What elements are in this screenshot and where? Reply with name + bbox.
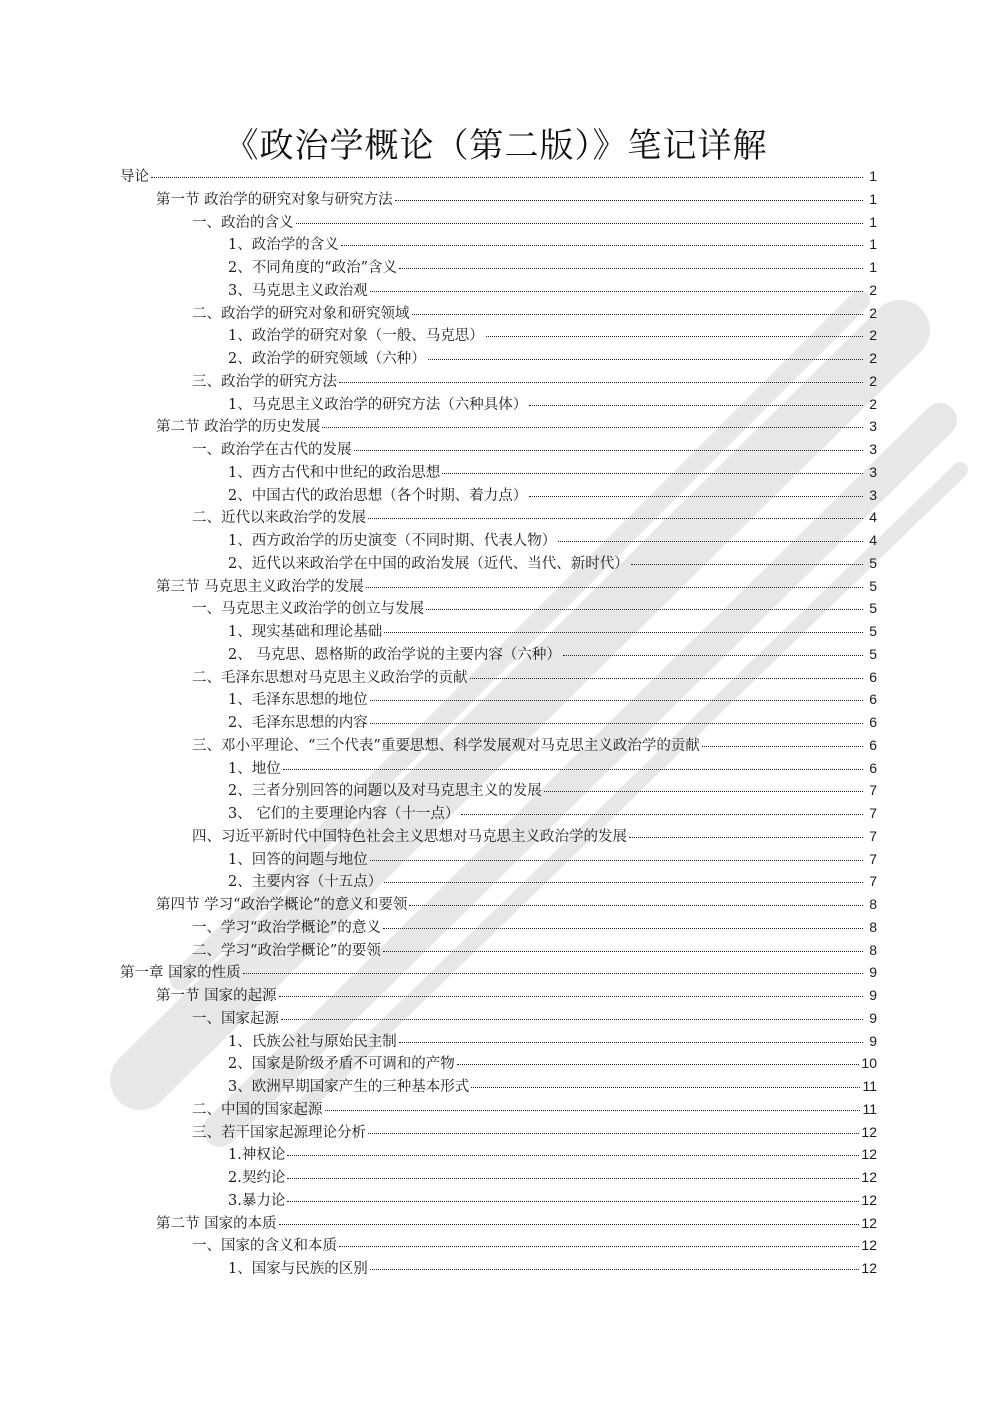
toc-entry-text: 2、政治学的研究领域（六种） <box>228 351 426 367</box>
toc-entry-text: 1、地位 <box>228 760 281 777</box>
toc-entry[interactable] <box>120 1143 877 1166</box>
toc-entry-text: 1、政治学的含义 <box>228 237 339 254</box>
toc-entry[interactable] <box>120 279 877 302</box>
dot-leader <box>702 745 863 747</box>
toc-page-number: 12 <box>861 1214 877 1231</box>
toc-entry-text: 三、若干国家起源理论分析 <box>192 1124 366 1141</box>
toc-entry[interactable] <box>120 620 877 643</box>
dot-leader <box>370 290 863 292</box>
toc-entry[interactable] <box>120 188 877 211</box>
toc-page-number: 12 <box>861 1237 877 1254</box>
toc-entry-text: 二、近代以来政治学的发展 <box>192 510 366 527</box>
toc-page-number: 7 <box>869 782 877 799</box>
toc-entry[interactable] <box>120 393 877 416</box>
dot-leader <box>442 472 863 474</box>
toc-page-number: 9 <box>869 964 877 981</box>
dot-leader <box>544 790 863 792</box>
toc-page-number: 2 <box>869 350 877 366</box>
toc-page-number: 9 <box>869 1032 877 1049</box>
toc-page-number: 7 <box>869 850 877 867</box>
toc-entry[interactable] <box>120 211 877 234</box>
toc-entry[interactable] <box>120 802 877 825</box>
toc-entry-text: 2、 马克思、恩格斯的政治学说的主要内容（六种） <box>228 646 561 663</box>
toc-entry-text: 2、三者分别回答的问题以及对马克思主义的发展 <box>228 783 542 800</box>
toc-entry[interactable] <box>120 825 877 848</box>
toc-entry-text: 1、氏族公社与原始民主制 <box>228 1033 397 1050</box>
toc-entry-text: 一、学习“政治学概论”的意义 <box>192 919 381 936</box>
toc-entry-text: 2、毛泽东思想的内容 <box>228 715 368 731</box>
toc-page-number: 3 <box>869 463 877 480</box>
toc-entry[interactable] <box>120 552 877 575</box>
toc-page-number: 3 <box>869 486 877 503</box>
dot-leader <box>412 313 864 315</box>
toc-page-number: 5 <box>869 577 877 594</box>
toc-entry[interactable] <box>120 757 877 780</box>
dot-leader <box>529 404 863 406</box>
dot-leader <box>470 677 864 679</box>
toc-page-number: 6 <box>869 691 877 708</box>
toc-page-number: 6 <box>869 714 877 730</box>
toc-entry[interactable] <box>120 711 877 734</box>
dot-leader <box>370 699 863 701</box>
toc-entry-text: 一、政治的含义 <box>192 214 294 231</box>
toc-entry-text: 一、国家起源 <box>192 1010 279 1027</box>
dot-leader <box>283 768 863 770</box>
toc-page-number: 9 <box>869 987 877 1003</box>
dot-leader <box>457 1063 860 1065</box>
toc-entry-text: 2、主要内容（十五点） <box>228 874 383 891</box>
dot-leader <box>339 381 863 383</box>
toc-page-number: 12 <box>861 1260 877 1276</box>
toc-entry-text: 一、国家的含义和本质 <box>192 1238 337 1255</box>
dot-leader <box>325 1109 861 1111</box>
dot-leader <box>322 426 863 428</box>
dot-leader <box>409 904 863 906</box>
dot-leader <box>341 244 863 246</box>
dot-leader <box>426 608 863 610</box>
dot-leader <box>563 654 863 656</box>
toc-entry[interactable] <box>120 1121 877 1144</box>
toc-page-number: 9 <box>869 1009 877 1026</box>
toc-entry-text: 第二节 国家的本质 <box>156 1215 277 1232</box>
toc-page-number: 1 <box>869 236 877 253</box>
toc-entry-text: 三、政治学的研究方法 <box>192 373 337 390</box>
toc-page-number: 12 <box>861 1146 877 1163</box>
toc-page-number: 1 <box>869 190 877 207</box>
toc-entry-text: 3、欧洲早期国家产生的三种基本形式 <box>228 1079 470 1095</box>
toc-entry-text: 3、马克思主义政治观 <box>228 282 368 299</box>
dot-leader <box>395 199 863 201</box>
toc-entry[interactable] <box>120 324 877 347</box>
toc-entry[interactable] <box>120 1257 877 1280</box>
toc-entry[interactable] <box>120 666 877 689</box>
dot-leader <box>629 836 863 838</box>
toc-entry[interactable] <box>120 688 877 711</box>
toc-page-number: 7 <box>869 827 877 844</box>
toc-entry[interactable] <box>120 415 877 438</box>
toc-entry[interactable] <box>120 893 877 916</box>
toc-entry-text: 二、中国的国家起源 <box>192 1101 323 1118</box>
dot-leader <box>287 1177 859 1179</box>
dot-leader <box>370 1268 860 1270</box>
toc-entry[interactable] <box>120 347 877 370</box>
dot-leader <box>399 1041 863 1043</box>
toc-entry-text: 2、中国古代的政治思想（各个时期、着力点） <box>228 487 528 504</box>
toc-page-number: 1 <box>869 259 877 275</box>
toc-page-number: 2 <box>869 372 877 389</box>
toc-entry-text: 一、马克思主义政治学的创立与发展 <box>192 601 424 618</box>
toc-entry-text: 1、国家与民族的区别 <box>228 1261 368 1277</box>
toc-entry-text: 二、毛泽东思想对马克思主义政治学的贡献 <box>192 669 468 686</box>
toc-entry-text: 二、学习“政治学概论”的要领 <box>192 942 381 959</box>
dot-leader <box>279 995 863 997</box>
toc-page-number: 12 <box>861 1123 877 1140</box>
toc-entry[interactable] <box>120 1098 877 1121</box>
dot-leader <box>529 495 863 497</box>
dot-leader <box>368 517 863 519</box>
toc-entry-text: 第四节 学习“政治学概论”的意义和要领 <box>156 897 408 913</box>
toc-page-number: 1 <box>869 168 877 184</box>
toc-entry[interactable] <box>120 233 877 256</box>
dot-leader <box>399 267 863 269</box>
toc-page-number: 12 <box>861 1169 877 1185</box>
dot-leader <box>243 972 863 974</box>
toc-entry[interactable] <box>120 165 877 188</box>
toc-page-number: 2 <box>869 281 877 298</box>
toc-page-number: 6 <box>869 736 877 753</box>
toc-entry-text: 第一节 政治学的研究对象与研究方法 <box>156 191 393 208</box>
toc-entry-text: 1、回答的问题与地位 <box>228 851 368 868</box>
toc-entry[interactable] <box>120 961 877 984</box>
toc-page-number: 5 <box>869 623 877 639</box>
toc-page-number: 5 <box>869 600 877 617</box>
toc-entry-text: 1、马克思主义政治学的研究方法（六种具体） <box>228 396 528 413</box>
toc-page-number: 5 <box>869 645 877 662</box>
toc-page-number: 8 <box>869 918 877 935</box>
dot-leader <box>384 881 863 883</box>
toc-entry[interactable] <box>120 939 877 962</box>
toc-page-number: 3 <box>869 418 877 435</box>
dot-leader <box>339 1245 859 1247</box>
toc-page-number: 12 <box>861 1191 877 1208</box>
toc-entry[interactable] <box>120 256 877 279</box>
dot-leader <box>370 859 863 861</box>
toc-page-number: 8 <box>869 941 877 958</box>
toc-page-number: 2 <box>869 395 877 412</box>
toc-entry-text: 三、邓小平理论、“三个代表”重要思想、科学发展观对马克思主义政治学的贡献 <box>192 737 700 754</box>
toc-entry[interactable] <box>120 779 877 802</box>
toc-entry-text: 第一节 国家的起源 <box>156 988 277 1004</box>
dot-leader <box>558 540 863 542</box>
toc-entry-text: 第二节 政治学的历史发展 <box>156 419 321 436</box>
toc-entry[interactable] <box>120 597 877 620</box>
toc-entry-text: 1、西方古代和中世纪的政治思想 <box>228 464 441 481</box>
toc-page-number: 2 <box>869 327 877 344</box>
toc-entry[interactable] <box>120 1166 877 1189</box>
table-of-contents <box>120 165 877 1280</box>
dot-leader <box>461 813 863 815</box>
toc-entry-text: 2、近代以来政治学在中国的政治发展（近代、当代、新时代） <box>228 555 629 572</box>
dot-leader <box>296 222 864 224</box>
toc-entry[interactable] <box>120 506 877 529</box>
toc-page-number: 6 <box>869 668 877 685</box>
toc-page-number: 7 <box>869 805 877 821</box>
toc-entry-text: 2、国家是阶级矛盾不可调和的产物 <box>228 1056 455 1073</box>
dot-leader <box>366 586 863 588</box>
toc-entry[interactable] <box>120 1052 877 1075</box>
dot-leader <box>370 722 863 724</box>
toc-entry[interactable] <box>120 1007 877 1030</box>
toc-entry[interactable] <box>120 870 877 893</box>
toc-page-number: 3 <box>869 441 877 457</box>
toc-page-number: 2 <box>869 304 877 321</box>
dot-leader <box>383 927 863 929</box>
dot-leader <box>287 1200 859 1202</box>
toc-entry-text: 1、西方政治学的历史演变（不同时期、代表人物） <box>228 533 557 549</box>
toc-entry-text: 2.契约论 <box>228 1170 286 1186</box>
toc-entry-text: 四、习近平新时代中国特色社会主义思想对马克思主义政治学的发展 <box>192 828 627 845</box>
toc-entry-text: 一、政治学在古代的发展 <box>192 442 352 458</box>
dot-leader <box>471 1086 860 1088</box>
document-title: 《政治学概论（第二版）》笔记详解 <box>224 126 768 166</box>
toc-entry-text: 二、政治学的研究对象和研究领域 <box>192 305 410 322</box>
toc-entry-text: 3、 它们的主要理论内容（十一点） <box>228 806 460 822</box>
toc-page-number: 10 <box>861 1055 877 1072</box>
toc-page-number: 7 <box>869 873 877 890</box>
dot-leader <box>354 449 864 451</box>
dot-leader <box>151 176 863 178</box>
toc-entry-text: 1、毛泽东思想的地位 <box>228 692 368 709</box>
dot-leader <box>631 563 863 565</box>
toc-entry[interactable] <box>120 916 877 939</box>
dot-leader <box>383 950 863 952</box>
toc-entry-text: 1.神权论 <box>228 1147 286 1164</box>
toc-page-number: 4 <box>869 509 877 526</box>
toc-entry[interactable] <box>120 529 877 552</box>
toc-entry[interactable] <box>120 302 877 325</box>
toc-page-number: 8 <box>869 896 877 912</box>
toc-entry[interactable] <box>120 575 877 598</box>
dot-leader <box>428 358 863 360</box>
dot-leader <box>287 1154 859 1156</box>
toc-entry-text: 1、现实基础和理论基础 <box>228 624 383 640</box>
dot-leader <box>281 1018 863 1020</box>
toc-entry[interactable] <box>120 1189 877 1212</box>
toc-page-number: 11 <box>862 1100 877 1117</box>
toc-entry[interactable] <box>120 734 877 757</box>
toc-entry[interactable] <box>120 1075 877 1098</box>
toc-entry-text: 第一章 国家的性质 <box>120 965 241 982</box>
toc-page-number: 6 <box>869 759 877 776</box>
toc-entry-text: 导论 <box>120 169 149 185</box>
toc-page-number: 1 <box>869 213 877 230</box>
dot-leader <box>384 631 863 633</box>
toc-page-number: 4 <box>869 532 877 548</box>
toc-entry[interactable] <box>120 438 877 461</box>
toc-entry-text: 3.暴力论 <box>228 1192 286 1209</box>
toc-entry-text: 1、政治学的研究对象（一般、马克思） <box>228 328 484 345</box>
toc-page-number: 11 <box>862 1078 877 1094</box>
dot-leader <box>279 1223 860 1225</box>
toc-entry[interactable] <box>120 370 877 393</box>
toc-entry[interactable] <box>120 1234 877 1257</box>
toc-entry-text: 2、不同角度的“政治”含义 <box>228 260 398 276</box>
toc-entry[interactable] <box>120 461 877 484</box>
toc-entry-text: 第三节 马克思主义政治学的发展 <box>156 578 364 595</box>
toc-entry[interactable] <box>120 1030 877 1053</box>
toc-entry[interactable] <box>120 643 877 666</box>
toc-entry[interactable] <box>120 984 877 1007</box>
toc-page-number: 5 <box>869 554 877 571</box>
toc-entry[interactable] <box>120 848 877 871</box>
dot-leader <box>368 1132 859 1134</box>
toc-entry[interactable] <box>120 484 877 507</box>
dot-leader <box>486 335 863 337</box>
toc-entry[interactable] <box>120 1212 877 1235</box>
